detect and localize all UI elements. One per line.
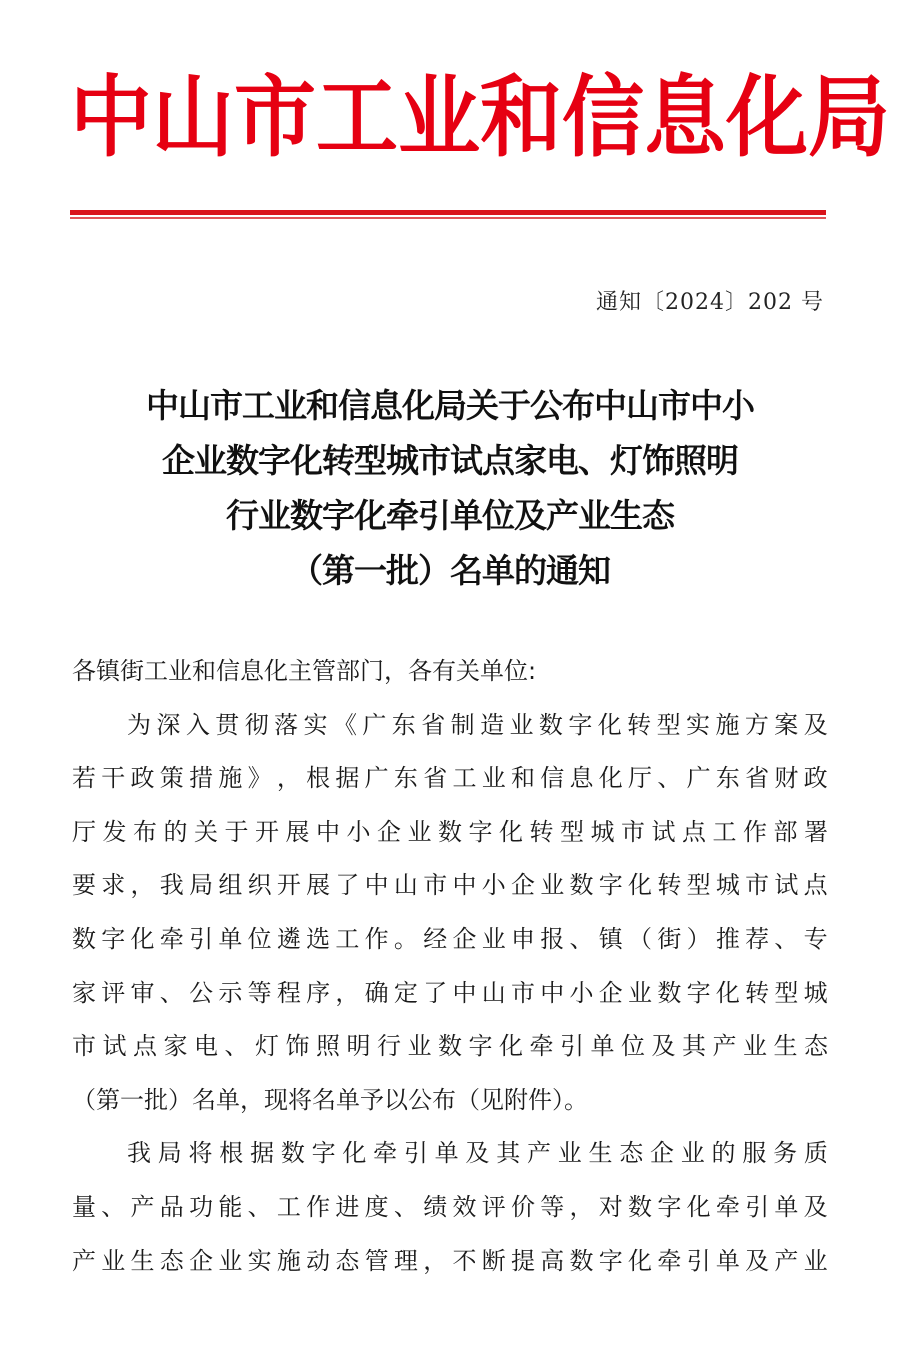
- masthead-org-name: [70, 66, 891, 170]
- body-line: 为 深 入 贯 彻 落 实 《 广 东 省 制 造 业 数 字 化 转 型 实 施 方 案 及: [127, 710, 828, 739]
- document-title: [70, 378, 830, 598]
- body-line: 厅 发 布 的 关 于 开 展 中 小 企 业 数 字 化 转 型 城 市 试 点 工 作 部 署: [72, 817, 828, 846]
- body-line: 市 试 点 家 电 、 灯 饰 照 明 行 业 数 字 化 牵 引 单 位 及 其 产 业 生 态: [72, 1032, 828, 1061]
- salutation: 各镇街工业和信息化主管部门，各有关单位:: [72, 657, 537, 685]
- document-body: [72, 645, 828, 1288]
- masthead-char: 中: [70, 66, 153, 170]
- body-line: 量 、 产 品 功 能 、 工 作 进 度 、 绩 效 评 价 等 ， 对 数 字 化 牵 引 单 及: [72, 1192, 828, 1221]
- masthead-char: 息: [644, 66, 727, 170]
- body-line: 要 求 ， 我 局 组 织 开 展 了 中 山 市 中 小 企 业 数 字 化 转 型 城 市 试 点: [72, 871, 828, 900]
- body-line: 家 评 审 、 公 示 等 程 序 ， 确 定 了 中 山 市 中 小 企 业 数 字 化 转 型 城: [72, 978, 828, 1007]
- masthead-char: 市: [234, 66, 317, 170]
- body-line: 数 字 化 牵 引 单 位 遴 选 工 作 。 经 企 业 申 报 、 镇 （ 街 ） 推 荐 、 专: [72, 924, 828, 953]
- title-line: 企业数字化转型城市试点家电、灯饰照明: [162, 441, 738, 480]
- masthead-char: 业: [398, 66, 481, 170]
- red-divider-thick: [70, 210, 826, 215]
- body-line: 我 局 将 根 据 数 字 化 牵 引 单 及 其 产 业 生 态 企 业 的 服 务 质: [127, 1139, 828, 1168]
- title-line: （第一批）名单的通知: [290, 551, 610, 590]
- red-divider-thin: [70, 217, 826, 219]
- masthead-char: 化: [726, 66, 809, 170]
- paragraph-2: [72, 1127, 828, 1288]
- masthead-char: 工: [316, 66, 399, 170]
- masthead-char: 和: [480, 66, 563, 170]
- body-line: 产 业 生 态 企 业 实 施 动 态 管 理 ， 不 断 提 高 数 字 化 牵 引 单 及 产 业: [72, 1246, 828, 1275]
- document-number: 通知〔2024〕202 号: [596, 290, 824, 315]
- masthead-char: 信: [562, 66, 645, 170]
- masthead-char: 山: [152, 66, 235, 170]
- masthead-char: 局: [808, 66, 891, 170]
- body-line: 若 干 政 策 措 施 》 ， 根 据 广 东 省 工 业 和 信 息 化 厅 、 广 东 省 财 政: [72, 764, 828, 793]
- body-line: （第一批）名单，现将名单予以公布（见附件）。: [72, 1085, 588, 1114]
- title-line: 行业数字化牵引单位及产业生态: [226, 496, 674, 535]
- paragraph-1: [72, 699, 828, 1128]
- title-line: 中山市工业和信息化局关于公布中山市中小: [146, 386, 754, 425]
